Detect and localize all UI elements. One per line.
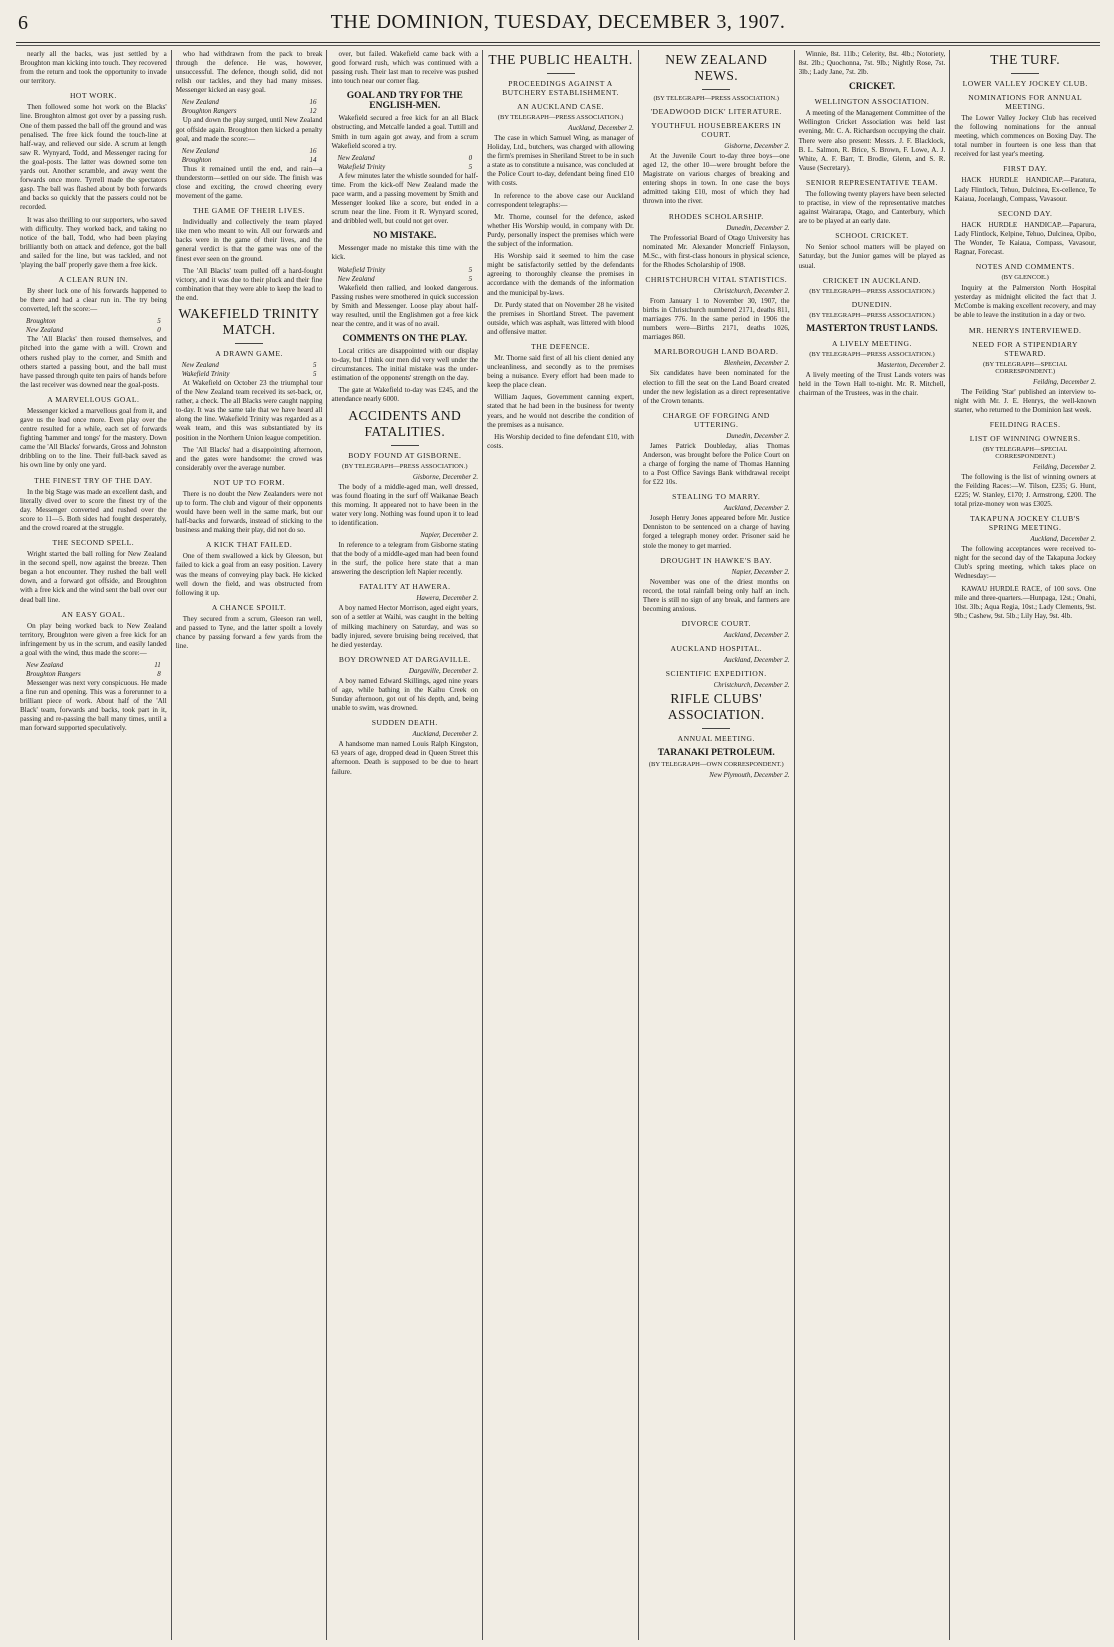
paragraph: In reference to the above case our Auckland correspondent telegraphs:—	[487, 191, 634, 209]
byline: (BY TELEGRAPH—PRESS ASSOCIATION.)	[497, 114, 624, 121]
paragraph: The Feilding 'Star' published an interview to-night with Mr. J. E. Henrys, the well-known starter, who returned to the Dominion last week.	[954, 387, 1097, 414]
dateline: Blenheim, December 2.	[723, 359, 790, 368]
dateline: Masterton, December 2.	[877, 360, 946, 369]
paragraph: over, but failed. Wakefield came back with a good forward rush, which was continued with a passing rush. Their last man to receive was pushed into touch near our corner flag.	[331, 50, 479, 86]
section-headline: NEW ZEALAND NEWS.	[665, 52, 768, 83]
dateline: Hawera, December 2.	[416, 594, 479, 603]
paragraph: Wakefield secured a free kick for an all Black obstructing, and Metcalfe landed a goal. Tuttill and Smith in turn again got away, and from a scrum Wakefield scored a try.	[331, 114, 479, 150]
paragraph: It was also thrilling to our supporters, who saved with difficulty. They worked back, and taking no notice of the ball, Todd, who had been playing brilliantly both on attack and defence, got the ball and sailed for the line, but was tackled, and not 'playing the ball' properly gave them a free kick.	[20, 215, 167, 269]
subheading: CRICKET IN AUCKLAND.	[822, 275, 922, 285]
score-line	[331, 163, 478, 172]
subheading: SENIOR REPRESENTATIVE TEAM.	[805, 177, 938, 187]
subheading: YOUTHFUL HOUSEBREAKERS IN COURT.	[651, 121, 782, 139]
columns	[16, 50, 1100, 1640]
dateline: Auckland, December 2.	[723, 656, 790, 664]
score-points: 0	[157, 326, 161, 335]
subheading: A MARVELLOUS GOAL.	[47, 394, 140, 404]
dateline: Christchurch, December 2.	[713, 286, 790, 295]
subheading: DIVORCE COURT.	[681, 619, 751, 628]
paragraph: They secured from a scrum, Gleeson ran well, and passed to Tyne, and the latter spoilt a lovely chance by passing forward a few yards from the line.	[175, 614, 323, 651]
paragraph: Six candidates have been nominated for the election to fill the seat on the Land Board created under the new legislation as a direct representative of the Crown tenants.	[642, 369, 790, 405]
page-number: 6	[18, 12, 28, 34]
subheading: WELLINGTON ASSOCIATION.	[814, 97, 930, 107]
section-headline: THE TURF.	[990, 52, 1061, 67]
score-line	[20, 670, 167, 679]
paragraph: The following twenty players have been selected to practise, in view of the representative matches against Wairarapa, Otago, and Canterbury, which are to be played at an early date.	[798, 189, 946, 226]
score-points: 11	[154, 660, 161, 669]
dateline: Auckland, December 2.	[412, 730, 479, 739]
dateline: Dunedin, December 2.	[726, 223, 790, 232]
subheading: A KICK THAT FAILED.	[205, 540, 293, 550]
subheading: THE SECOND SPELL.	[52, 538, 135, 548]
score-line	[176, 370, 323, 379]
rule-divider	[391, 445, 419, 446]
paragraph: Messenger made no mistake this time with the kick.	[331, 244, 479, 262]
score-points: 5	[468, 162, 473, 171]
dateline: Auckland, December 2.	[568, 124, 634, 132]
dateline: Dargaville, December 2.	[408, 666, 479, 675]
subheading: NEED FOR A STIPENDIARY STEWARD.	[972, 339, 1079, 358]
score-points: 16	[309, 146, 317, 155]
score-line	[331, 266, 478, 275]
paragraph: A meeting of the Management Committee of the Wellington Cricket Association was held last evening, Mr. C. A. Richardson occupying the chair. There were also present: Messrs. J. F. Blacklock, B. L. Salmon, R. Brice, S. Brown, F. Lowe, A. J. White, A. F. Barr, T. Brodie, Glenn, and S. R. Vause (Secretary).	[798, 109, 946, 172]
subheading: LIST OF WINNING OWNERS.	[969, 433, 1081, 443]
paragraph: The 'All Blacks' team pulled off a hard-fought victory, and it was due to their pluck and their fine combination that they were able to keep the lead to the end.	[175, 266, 323, 302]
paragraph: Inquiry at the Palmerston North Hospital yesterday as midnight elicited the fact that J. McCombe is making excellent recovery, and may be able to leave the institution in a day or two.	[954, 284, 1097, 320]
paragraph: A lively meeting of the Trust Lands voters was held in the Town Hall to-night. Mr. R. Mitchell, chairman of the Trustees, was in the chair.	[798, 370, 946, 397]
score-line	[20, 661, 167, 670]
paragraph: who had withdrawn from the pack to break through the defence. He was, however, unsuccessful. The defence, though solid, did not relish our tackles, and they had many misses. Messenger kicked an easy goal.	[175, 50, 323, 95]
subheading: NOTES AND COMMENTS.	[975, 262, 1075, 272]
byline: (BY GLENCOE.)	[1001, 274, 1049, 282]
paragraph: Wright started the ball rolling for New Zealand in the second spell, now against the breeze. Then began a hot encounter. They rushed the ball well down, and a forward got offside, and Broughton with a free kick and the wind sent the ball over our dead ball line.	[20, 550, 167, 604]
headline: COMMENTS ON THE PLAY.	[342, 333, 468, 344]
subheading: NOMINATIONS FOR ANNUAL MEETING.	[968, 93, 1083, 111]
score-points: 14	[309, 155, 317, 164]
subheading: A CHANCE SPOILT.	[211, 602, 287, 612]
subheading: A DRAWN GAME.	[215, 348, 283, 358]
score-team: Wakefield Trinity	[337, 162, 386, 171]
column-7	[950, 50, 1100, 1640]
rule-divider	[1011, 73, 1039, 74]
paragraph: Individually and collectively the team played like men who meant to win. All our forwards and backs were in the game of their lives, and the general verdict is that the game was one of the finest ever seen on the ground.	[175, 218, 323, 263]
byline: (BY TELEGRAPH—PRESS ASSOCIATION.)	[653, 95, 779, 102]
paragraph: Messenger was next very conspicuous. He made a fine run and opening. This was a forerunner to a brilliant piece of work. About half of the 'All Black' team, forwards and backs, took part in it, passing and re-passing the ball many times, until a man forward supported speculatively.	[20, 678, 167, 733]
paragraph: The Lower Valley Jockey Club has received the following nominations for the annual meeting, which commences on Boxing Day. The total number in fourteen is one less than that received for last year's meeting.	[954, 114, 1097, 159]
paragraph: nearly all the backs, was just settled by a Broughton man kicking into touch. They recovered from the return and took the opportunity to invade our territory.	[20, 50, 167, 86]
section-headline: ACCIDENTS AND FATALITIES.	[348, 407, 462, 439]
paragraph: James Patrick Doubleday, alias Thomas Anderson, was brought before the Police Court on a charge of forging the name of Thomas Hanning to a Post Office Savings Bank withdrawal receipt for £22 10s.	[642, 441, 790, 487]
paragraph: Wakefield then rallied, and looked dangerous. Passing rushes were smothered in quick succession by Smith and Messenger. Loose play about half-way resulted, until the Englishmen got a free kick near the centre, and it was of no avail.	[331, 283, 479, 328]
paragraph: A handsome man named Louis Ralph Kingston, 63 years of age, dropped dead in Queen Street this afternoon. Death is supposed to be due to heart failure.	[331, 740, 479, 776]
paragraph: From January 1 to November 30, 1907, the births in Christchurch numbered 2171, deaths 811, marriages 776. In the same period in 1906 the numbers were—Births 2171, deaths 1026, marriages 860.	[642, 296, 790, 342]
score-team: New Zealand	[26, 660, 64, 669]
masthead	[16, 8, 1100, 43]
subheading: FIRST DAY.	[1003, 164, 1048, 174]
subheading: SECOND DAY.	[997, 208, 1053, 218]
subheading: THE GAME OF THEIR LIVES.	[193, 206, 306, 216]
score-points: 5	[312, 360, 317, 369]
paragraph: The following is the list of winning owners at the Feilding Races:—W. Tilson, £235; G. Hunt, £225; W. Stanley, £170; J. Armstrong, £200. The total prize-money won was £3025.	[954, 472, 1097, 509]
byline: (BY TELEGRAPH—PRESS ASSOCIATION.)	[809, 350, 935, 358]
score-team: New Zealand	[181, 146, 219, 155]
paragraph: HACK HURDLE HANDICAP.—Paparura, Lady Flintlock, Kelpine, Tehuo, Dulcinea, Opibo, The Wonder, Te Kaiaua, Compass, Vavasour, Ragnar, Forecast.	[954, 220, 1097, 257]
paragraph: By sheer luck one of his forwards happened to be there and had a clear run in. The try being converted, left the score:—	[20, 287, 167, 314]
score-points: 5	[157, 317, 161, 326]
byline: (BY TELEGRAPH—PRESS ASSOCIATION.)	[809, 287, 935, 295]
paragraph: The Professorial Board of Otago University has nominated Mr. Alexander Moncrieff Finlayson, M.Sc., with first-class honours in physical science, for the Rhodes Scholarship of 1908.	[642, 233, 790, 269]
section-headline: RIFLE CLUBS' ASSOCIATION.	[667, 691, 765, 722]
subheading: A LIVELY MEETING.	[832, 338, 912, 348]
score-team: New Zealand	[26, 326, 64, 335]
rule-divider	[235, 343, 263, 344]
paragraph: The case in which Samuel Wing, as manager of Holiday, Ltd., butchers, was charged with allowing the firm's premises in Sheriland Street to be in such a state as to constitute a nuisance, was concluded at the Police Court to-day, defendant being fined £10 with costs.	[487, 134, 634, 188]
paragraph: There is no doubt the New Zealanders were not up to form. The club and vigour of their opponents would have been well in the same mark, but our half-backs and forwards, instead of sticking to the business and making their play, did not do so.	[175, 489, 323, 535]
paragraph: Thus it remained until the end, and rain—a thunderstorm—settled on our side. The finish was close and exciting, the crowd cheering every movement of the game.	[175, 164, 323, 201]
dateline: Auckland, December 2.	[723, 631, 790, 639]
paragraph: His Worship said it seemed to him the case might be satisfactorily settled by the defendants agreeing to thoroughly cleanse the premises in accordance with the demands of the information and the municipal by-laws.	[487, 252, 634, 297]
column-2	[172, 50, 328, 1640]
score-line	[331, 154, 478, 163]
subheading: CHRISTCHURCH VITAL STATISTICS.	[645, 274, 788, 284]
paragraph: The 'All Blacks' then roused themselves, and pitched into the game with a will. Crown and others rushed play to the corner, and Smith and others started a passing bout, and the ball must have passed through quite ten pairs of hands before the last receiver was downed near the goal-posts.	[20, 335, 167, 389]
column-6	[795, 50, 951, 1640]
paragraph: The following acceptances were received to-night for the second day of the Takapuna Jockey Club's spring meeting, which takes place on Wednesday:—	[954, 545, 1097, 581]
subheading: RHODES SCHOLARSHIP.	[668, 211, 764, 221]
subheading: MR. HENRYS INTERVIEWED.	[968, 325, 1082, 335]
score-line	[20, 326, 167, 335]
rule-divider	[547, 73, 575, 74]
score-points: 5	[468, 265, 473, 274]
subheading: BOY DROWNED AT DARGAVILLE.	[338, 654, 471, 664]
score-line	[176, 147, 323, 156]
subheading: DUNEDIN.	[851, 299, 893, 309]
paragraph: In the big Stage was made an excellent dash, and literally dived over to score the finest try of the day. Messenger converted and rushed over the score to 11—5. Both sides had fought desperately, and the crowd roared at the struggle.	[20, 487, 167, 532]
score-team: Broughton	[26, 317, 56, 326]
subheading: 'DEADWOOD DICK' LITERATURE.	[650, 107, 782, 116]
paragraph: The 'All Blacks' had a disappointing afternoon, and the gates were handsome: the crowd was considerably over the average number.	[175, 445, 323, 472]
score-team: New Zealand	[337, 274, 375, 283]
headline: MASTERTON TRUST LANDS.	[806, 323, 938, 334]
score-points: 8	[157, 669, 161, 678]
paragraph: On play being worked back to New Zealand territory, Broughton were given a free kick for an infringement by us in the scrum, and easily landed a goal with the wind, thus made the score:—	[20, 621, 167, 657]
score-team: Broughton Rangers	[181, 107, 237, 116]
section-headline: WAKEFIELD TRINITY MATCH.	[178, 305, 320, 337]
score-points: 5	[468, 274, 473, 283]
headline: TARANAKI PETROLEUM.	[657, 748, 775, 758]
score-team: Broughton Rangers	[26, 669, 81, 678]
paragraph: Messenger kicked a marvellous goal from it, and gave us the lead once more. Even play over the centre resulted for a while, each set of forwards fighting 'hammer and tongs' for the mastery. Down came the 'All Blacks' forwards, Gross and Johnston dribbling on to the line. Their full-back saved as his own line by only one yard.	[20, 406, 167, 470]
headline: GOAL AND TRY FOR THE ENGLISH-MEN.	[346, 91, 463, 112]
byline: (BY TELEGRAPH—SPECIAL CORRESPONDENT.)	[982, 360, 1068, 375]
paragraph: His Worship decided to fine defendant £10, with costs.	[487, 432, 634, 450]
paragraph: Mr. Thorne, counsel for the defence, asked whether His Worship would, in company with Dr. Purdy, personally inspect the premises which were the subject of the information.	[487, 212, 634, 249]
subheading: THE FINEST TRY OF THE DAY.	[34, 475, 153, 485]
score-line	[331, 275, 478, 284]
paragraph: November was one of the driest months on record, the total rainfall being only half an inch. There is still no sign of any break, and farmers are becoming anxious.	[642, 577, 790, 613]
score-points: 12	[309, 107, 317, 116]
dateline: Christchurch, December 2.	[713, 681, 790, 689]
dateline: Feilding, December 2.	[1033, 462, 1097, 471]
score-team: New Zealand	[181, 98, 219, 107]
paragraph: No Senior school matters will be played on Saturday, but the Junior games will be played as usual.	[798, 243, 946, 270]
rule-divider	[702, 89, 730, 90]
dateline: Napier, December 2.	[731, 567, 790, 576]
byline: (BY TELEGRAPH—PRESS ASSOCIATION.)	[342, 462, 468, 470]
subheading: THE DEFENCE.	[531, 341, 590, 351]
dateline: Napier, December 2.	[420, 531, 479, 539]
subheading: AUCKLAND HOSPITAL.	[670, 644, 762, 653]
score-line	[176, 156, 323, 165]
paragraph: At Wakefield on October 23 the triumphal tour of the New Zealand team received its set-back, or, rather, a check. The all Blacks were caught napping to-day. It was the same tale that we have heard all along the line. Wakefield Trinity was regarded as a weak team, and this was substantiated by its position in the Northern Union league competition.	[175, 378, 323, 442]
paragraph: The body of a middle-aged man, well dressed, was found floating in the surf off Waikanae Beach this morning. It appeared not to have been in the water very long. Nothing was found upon it to lead to identification.	[331, 482, 479, 527]
section-headline: THE PUBLIC HEALTH.	[488, 52, 633, 67]
dateline: New Plymouth, December 2.	[709, 771, 790, 779]
score-line	[176, 107, 323, 116]
subheading: ANNUAL MEETING.	[677, 734, 755, 743]
subheading: SCIENTIFIC EXPEDITION.	[665, 669, 767, 678]
subheading: MARLBOROUGH LAND BOARD.	[654, 347, 779, 357]
column-3	[327, 50, 483, 1640]
headline: NO MISTAKE.	[373, 231, 437, 242]
paragraph: Up and down the play surged, until New Zealand got offside again. Broughton then kicked a penalty goal, and made the score:—	[175, 116, 323, 143]
score-team: Broughton	[181, 155, 212, 164]
score-points: 16	[309, 98, 317, 107]
dateline: Feilding, December 2.	[1033, 377, 1097, 386]
paragraph: KAWAU HURDLE RACE, of 100 sovs. One mile and three-quarters.—Hunpaga, 12st.; Onahi, 10st. 3lb.; Aqua Regia, 10st.; Lady Clements, 9st. 9lb.; Cashew, 9st. 5lb.; Lily Hay, 9st. 4lb.	[954, 584, 1097, 620]
paragraph: In reference to a telegram from Gisborne stating that the body of a middle-aged man had been found in the surf, the police here state that a man answering the description left Napier recently.	[331, 541, 479, 577]
subheading: FATALITY AT HAWERA.	[359, 582, 451, 592]
paragraph: A boy named Hector Morrison, aged eight years, son of a settler at Waihi, was caught in the belting of milking machinery on Saturday, and was so badly injured, severe bruising being received, that he died yesterday.	[331, 604, 479, 649]
subheading: BODY FOUND AT GISBORNE.	[348, 450, 462, 460]
subheading: CHARGE OF FORGING AND UTTERING.	[662, 410, 770, 429]
paragraph: Local critics are disappointed with our display to-day, but I think our men did very well under the circumstances. The initial mistake was the under-estimation of the opponents' strength on the day.	[331, 346, 479, 383]
dateline: Dunedin, December 2.	[726, 431, 790, 440]
newspaper-title: THE DOMINION, TUESDAY, DECEMBER 3, 1907.	[330, 11, 786, 33]
column-4	[483, 50, 639, 1640]
score-line	[20, 317, 167, 326]
paragraph: A few minutes later the whistle sounded for half-time. From the kick-off New Zealand made the pace warm, and a passing movement by Smith and Messenger looked like a score, but ended in a scrum near the line. From it R. Wynyard scored, and dribbled well, but could not get over.	[331, 171, 479, 226]
paragraph: The gate at Wakefield to-day was £245, and the attendance nearly 6000.	[331, 386, 479, 404]
subheading: AN AUCKLAND CASE.	[517, 102, 604, 111]
score-line	[176, 361, 323, 370]
score-team: New Zealand	[337, 153, 375, 162]
subheading: DROUGHT IN HAWKE'S BAY.	[660, 555, 773, 565]
subheading: FEILDING RACES.	[989, 419, 1061, 429]
column-1	[16, 50, 172, 1640]
paragraph: A boy named Edward Skillings, aged nine years of age, while bathing in the Kaihu Creek on Sunday afternoon, got out of his depth, and, being unable to swim, was drowned.	[331, 676, 479, 713]
subheading: HOT WORK.	[69, 91, 117, 101]
paragraph: William Jaques, Government canning expert, stated that he had been in the business for twenty years, and he would not describe the condition of the premises as a nuisance.	[487, 393, 634, 429]
subheading: SCHOOL CRICKET.	[835, 231, 909, 241]
paragraph: HACK HURDLE HANDICAP.—Paratura, Lady Flintlock, Tehuo, Dulcinea, Ex-cellence, Te Kaiaua, Jocelaugh, Compass, Vavasour.	[954, 176, 1097, 203]
paragraph: One of them swallowed a kick by Gleeson, but failed to kick a goal from an easy position. Lavery was the means of conveying play back. He kicked well down the field, and was obstructed from following it up.	[175, 552, 323, 597]
subheading: AN EASY GOAL.	[61, 609, 126, 619]
paragraph: Mr. Thorne said first of all his client denied any uncleanliness, and secondly as to the premises being a nuisance. Every effort had been made to keep the place clean.	[487, 353, 634, 390]
paragraph: Joseph Henry Jones appeared before Mr. Justice Denniston to be sentenced on a charge of having forged a telegraph money order. Prisoner said he stole the money to get married.	[642, 514, 790, 550]
subheading: A CLEAN RUN IN.	[58, 275, 129, 285]
byline: (BY TELEGRAPH—OWN CORRESPONDENT.)	[648, 761, 784, 768]
column-5	[639, 50, 795, 1640]
score-team: Wakefield Trinity	[337, 265, 386, 274]
dateline: Auckland, December 2.	[1030, 535, 1097, 544]
paragraph: At the Juvenile Court to-day three boys—one aged 12, the other 10—were brought before the Magistrate on various charges of breaking and entering shops in town. In one case the boys admitted taking £10, most of which they had thrown into the river.	[642, 152, 790, 206]
masthead-rule	[16, 43, 1100, 46]
subheading: STEALING TO MARRY.	[672, 492, 761, 502]
subheading: PROCEEDINGS AGAINST A BUTCHERY ESTABLISHMENT.	[502, 79, 619, 97]
paragraph: Then followed some hot work on the Blacks' line. Broughton almost got over by a passing rush. One of them passed the ball off the ground and was penalised. The free kick found the touch-line at half-way, and relieved our side. A scrum at length saw R. Wynyard, Todd, and Messenger racing for the goal-posts. The latter was downed some ten yards out. Another scramble, and away went the forwards once more. Tyrrell made the spectators gasp. The ball was flashed about by both forwards and backs so quickly that the passers could not be recorded.	[20, 103, 167, 212]
paragraph: Winnie, 8st. 11lb.; Celerity, 8st. 4lb.; Notoriety, 8st. 2lb.; Quochonna, 7st. 9lb.; Nightly Rose, 7st. 3lb.; Lady Jane, 7st. 2lb.	[798, 50, 946, 77]
byline: (BY TELEGRAPH—SPECIAL CORRESPONDENT.)	[982, 445, 1068, 460]
subheading: LOWER VALLEY JOCKEY CLUB.	[962, 79, 1088, 88]
score-line	[176, 98, 323, 107]
dateline: Gisborne, December 2.	[412, 472, 479, 481]
score-team: New Zealand	[181, 360, 219, 369]
score-team: Wakefield Trinity	[181, 369, 230, 378]
byline: (BY TELEGRAPH—PRESS ASSOCIATION.)	[809, 311, 935, 319]
subheading: TAKAPUNA JOCKEY CLUB'S SPRING MEETING.	[970, 514, 1081, 533]
paragraph: Dr. Purdy stated that on November 28 he visited the premises in Shortland Street. The pavement outside, which was asphalt, was littered with blood and offensive matter.	[487, 300, 634, 336]
dateline: Gisborne, December 2.	[724, 142, 790, 150]
subheading: NOT UP TO FORM.	[213, 477, 285, 487]
rule-divider	[702, 728, 730, 729]
score-points: 0	[468, 153, 473, 162]
score-points: 5	[312, 369, 317, 378]
dateline: Auckland, December 2.	[723, 504, 790, 513]
subheading: SUDDEN DEATH.	[371, 718, 438, 728]
headline: CRICKET.	[848, 82, 895, 93]
